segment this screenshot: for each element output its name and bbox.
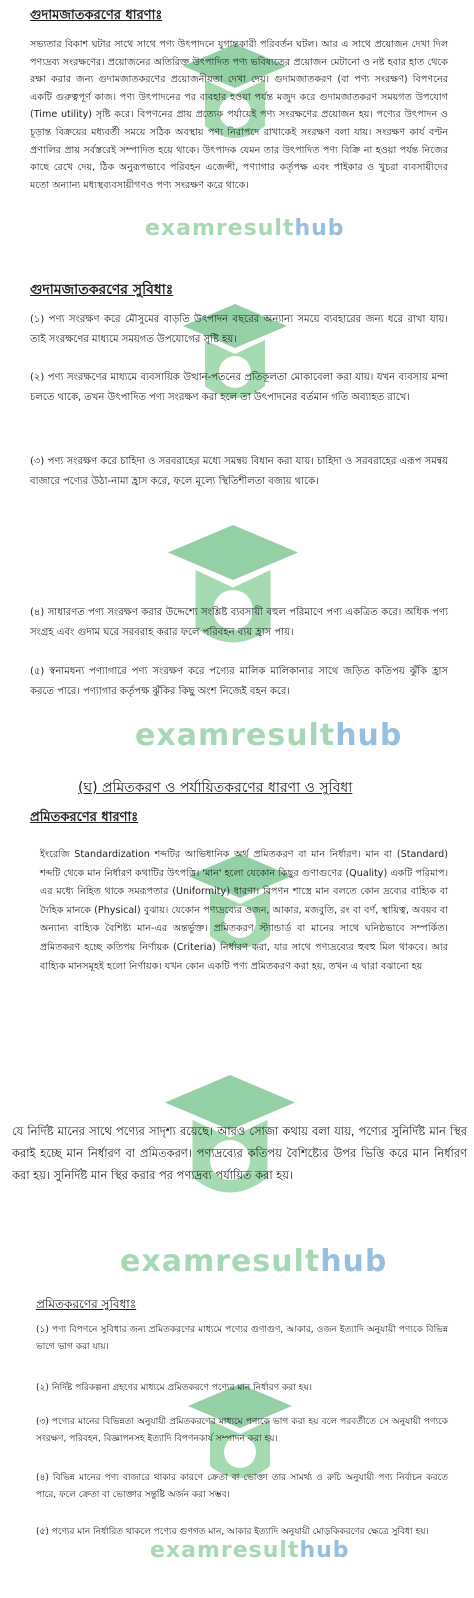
section-title-standardization-grading: (ঘ) প্রমিতকরণ ও পর্যায়িতকরণের ধারণা ও সুবিধা [78, 780, 353, 796]
advantage-point-1: (১) পণ্য সংরক্ষণ করে মৌসুমের বাড়তি উৎপাদন বছরের অন্যান্য সময়ে ব্যবহারের জন্য ধরে রাখা যায়। তাই সংরক্ষণের মাধ্যমে সময়গত উপযোগের সৃষ্টি হয়। [30, 314, 448, 345]
paragraph-standardization-continuation: যে নির্দিষ্ট মানের সাথে পণ্যের সাদৃশ্য রয়েছে। আরও সোজা কথায় বলা যায়, পণ্যের সুনির্দিষ্ট মান স্থির করাই হচ্ছে মান নির্ধারণ বা প্রমিতকরণ। পণ্যদ্রব্যের কতিপয় বৈশিষ্ট্যের উপর ভিত্তি করে মান নির্ধারণ করা হয়। সুনির্দিষ্ট মান স্থির করার পর পণ্যদ্রব্য পর্যায়িত করা হয়। [12, 1124, 467, 1182]
section-heading-standardization-advantages: প্রমিতকরণের সুবিধাঃ [36, 1297, 137, 1311]
advantage-point-5: (৫) স্বনামধন্য পণ্যাগারে পণ্য সংরক্ষণ করে পণ্যের মালিক মালিকানার সাথে জড়িত কতিপয় ঝুঁকি হ্রাস করতে পারে। পণ্যাগার কর্তৃপক্ষ ঝুঁকির কিছু অংশ নিজেই বহন করে। [30, 666, 448, 697]
watermark-brand [120, 1244, 387, 1279]
advantage-point-3: (৩) পণ্য সংরক্ষণ করে চাহিদা ও সরবরাহের মধ্যে সমন্বয় বিধান করা যায়। চাহিদা ও সরবরাহের এরূপ সমন্বয় বাজারে পণ্যের উঠা-নামা হ্রাস করে, ফলে মূল্যে স্থিতিশীলতা বজায় থাকে। [30, 456, 448, 487]
watermark-brand-part-a: examresult [120, 1244, 321, 1279]
section-heading-standardization-concept: প্রমিতকরণের ধারণাঃ [30, 810, 139, 825]
section-heading-warehousing-concept: গুদামজাতকরণের ধারণাঃ [30, 8, 163, 23]
advantage-point-2: (২) পণ্য সংরক্ষণের মাধ্যমে ব্যবসায়িক উত্থান-পতনের প্রতিকূলতা মোকাবেলা করা যায়। যখন ব্যবসায় মন্দা চলতে থাকে, তখন উৎপাদিত পণ্য সংরক্ষণ করা হলে তা উৎপাদনের বর্তমান গতি অব্যাহত রাখে। [30, 372, 448, 403]
watermark-brand-part-a: examresult [135, 718, 336, 753]
watermark-brand-part-b: hub [320, 1244, 388, 1279]
paragraph-warehousing-concept: সভ্যতার বিকাশ ঘটার সাথে সাথে পণ্য উৎপাদনে যুগান্তকারী পরিবর্তন ঘটল। আর এ সাথে প্রয়োজন দেখা দিল পণ্যদ্রব্য সংরক্ষণের। প্রয়োজনের অতিরিক্ত উৎপাদিত পণ্য ভবিষ্যতের প্রয়োজন মেটানো ও নষ্ট হবার হাত থেকে রক্ষা করার জন্য গুদামজাতকরণের প্রয়োজনীয়তা দেখা দেয়। গুদামজাতকরণ (বা পণ্য সংরক্ষণ) বিপণনের একটি গুরুত্বপূর্ণ কাজ। পণ্য উৎপাদনের পর ব্যবহার হওয়া পর্যন্ত মজুদ করে গুদামজাতকরণ সময়গত উপযোগ (Time utility) সৃষ্টি করে। বিপণনের প্রায় প্রত্যেক পর্যায়েই পণ্য সংরক্ষণের প্রয়োজন হয়। পণ্যের উৎপাদন ও চূড়ান্ত বিক্রয়ের মধ্যবর্তী সময়ে সঠিক অবস্থায় পণ্য নিরাপদে রাখাকেই সংরক্ষণ বলা যায়। সংরক্ষণ কার্য বণ্টন প্রণালির প্রায় সর্বস্তরেই সম্পাদিত হয়ে থাকে। উৎপাদক যেমন তার উৎপাদিত পণ্য বিক্রি না হওয়া পর্যন্ত নিজের কাছে রেখে দেয়, ঠিক অনুরূপভাবে পরিবহন এজেন্সী, পণ্যাগার কর্তৃপক্ষ এবং পাইকার ও খুচরা ব্যবসায়ীদের মতো অন্যান্য মধ্যস্থব্যবসায়ীগণও পণ্য সংরক্ষণ করে থাকে। [30, 39, 448, 191]
standardization-point-3: (৩) পণ্যের মানের বিভিন্নতা অনুযায়ী প্রমিতকরণের মাধ্যমে পণ্যকে ভাগ করা হয় বলে পরবর্তীতে সে অনুযায়ী পণ্যকে সংরক্ষণ, পরিবহন, বিজ্ঞাপনসহ ইত্যাদি বিপণনকার্য সম্পাদন করা হয়। [36, 1417, 448, 1444]
watermark-brand-part-a: examresult [145, 216, 295, 241]
watermark-brand [135, 718, 402, 753]
standardization-point-1: (১) পণ্য বিপণনে সুবিধার জন্য প্রমিতকরণের মাধ্যমে পণ্যের গুণাগুণ, আকার, ওজন ইত্যাদি অনুযায়ী পণ্যকে বিভিন্ন ভাগে ভাগ করা যায়। [36, 1325, 448, 1352]
section-heading-warehousing-advantages: গুদামজাতকরণের সুবিধাঃ [30, 282, 174, 298]
watermark-brand-part-b: hub [299, 1538, 350, 1563]
watermark-logo-icon [158, 520, 308, 670]
advantage-point-4: (৪) সাধারণত পণ্য সংরক্ষণ করার উদ্দেশ্যে সংশ্লিষ্ট ব্যবসায়ী বহুল পরিমাণে পণ্য একত্রিত করে। অধিক পণ্য সংগ্রহ এবং গুদাম ঘরে সরবরাহ করার ফলে পরিবহন ব্যয় হ্রাস পায়। [30, 607, 448, 638]
watermark-brand-part-b: hub [294, 216, 345, 241]
watermark-brand [145, 216, 345, 241]
paragraph-standardization-concept: ইংরেজি Standardization শব্দটির আভিধানিক অর্থ প্রমিতকরণ বা মান নির্ধারণ। মান বা (Standard) শব্দটি থেকে মান নির্ধারণ কথাটির উৎপত্তি। 'মান' হলো যেকোন কিছুর গুণাগুণের (Quality) একটি পরিমাপ। এর মধ্যে নিহিত থাকে সমরূপতার (Uniformity) ধারণা। বিপণন শাস্ত্রে মান বলতে কোন দ্রব্যের বাহ্যিক বা দৈহিক মানকে (Physical) বুঝায়। যেকোন পণ্যদ্রব্যের ওজন, আকার, মজবুতি, রং বা বর্ণ, স্থায়িত্ব, অবয়ব বা অন্যান্য বাহ্যিক বৈশিষ্ট্য মান-এর অন্তর্ভুক্ত। প্রমিতকরণ স্ট্যান্ডার্ড বা মানের সাথে ঘনিষ্ঠভাবে সম্পর্কিত। প্রমিতকরণ হচ্ছে কতিপয় নির্ণায়ক (Criteria) নির্ধারণ করা, যার সাথে পণ্যদ্রব্যের হুবহু মিল থাকবে। আর বাহ্যিক মানসমূহই হলো নির্ণায়ক। যখন কোন একটি পণ্য প্রমিতকরণ করা হয়, তখন এ দ্বারা বঝানো হয় [40, 849, 448, 972]
standardization-point-5: (৫) পণ্যের মান নির্ধারিত থাকলে পণ্যের গুণগত মান, আকার ইত্যাদি অনুযায়ী মোড়কিকরণের ক্ষেত্রে সুবিধা হয়। [36, 1527, 429, 1537]
standardization-point-4: (৪) বিভিন্ন মানের পণ্য বাজারে থাকার কারণে ক্রেতা বা ভোক্তা তার সামর্থ্য ও রুচি অনুযায়ী পণ্য নির্বাচন করতে পারে, ফলে ক্রেতা বা ভোক্তার সন্তুষ্টি অর্জন করা সম্ভব। [36, 1473, 448, 1500]
standardization-point-2: (২) নির্দিষ্ট পরিকল্পনা গ্রহণের মাধ্যমে প্রমিতকরণে পণ্যের মান নির্ধারণ করা হয়। [36, 1383, 312, 1393]
watermark-brand-part-b: hub [335, 718, 403, 753]
watermark-brand-part-a: examresult [150, 1538, 300, 1563]
watermark-brand [150, 1538, 350, 1563]
